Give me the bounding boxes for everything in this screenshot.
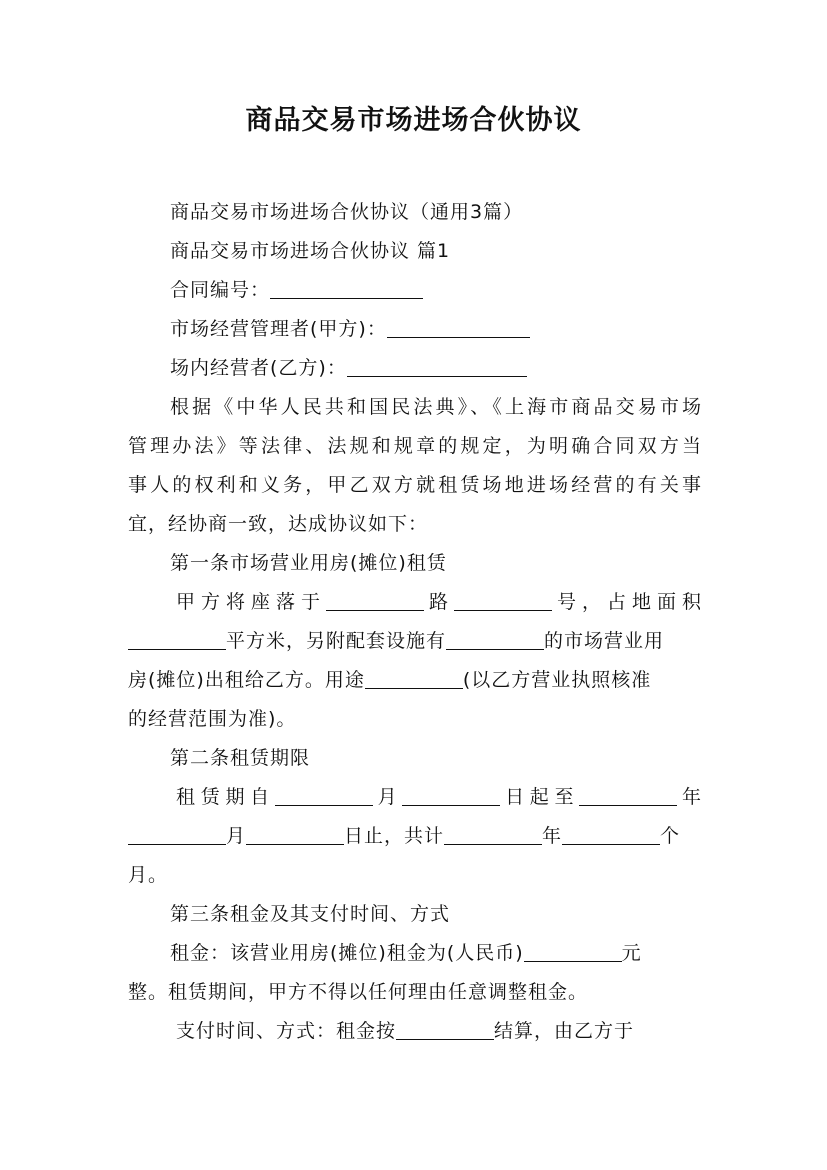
part-heading: 商品交易市场进场合伙协议 篇1 xyxy=(170,240,451,262)
article2-text: 年 xyxy=(677,786,702,808)
article2-line2 xyxy=(128,823,702,849)
article2-text: 个 xyxy=(660,825,681,847)
total-months-blank[interactable] xyxy=(562,826,660,845)
article1-line3 xyxy=(128,667,702,693)
location-blank[interactable] xyxy=(326,592,424,611)
article1-text: 的市场营业用 xyxy=(544,630,665,652)
article3-text: 支付时间、方式：租金按 xyxy=(176,1020,397,1042)
party-b-blank[interactable] xyxy=(347,358,527,377)
usage-blank[interactable] xyxy=(365,670,463,689)
start-month-blank[interactable] xyxy=(402,787,500,806)
area-blank[interactable] xyxy=(128,631,226,650)
party-a-blank[interactable] xyxy=(387,319,530,338)
article3-text: 元 xyxy=(621,942,642,964)
rent-amount-blank[interactable] xyxy=(524,943,622,962)
article1-line4: 的经营范围为准)。 xyxy=(128,708,297,730)
road-blank[interactable] xyxy=(454,592,552,611)
document-title: 商品交易市场进场合伙协议 xyxy=(245,105,582,136)
settlement-blank[interactable] xyxy=(396,1021,494,1040)
article3-text: 结算，由乙方于 xyxy=(494,1020,635,1042)
article1-text: (以乙方营业执照核准 xyxy=(462,669,652,691)
article1-heading: 第一条市场营业用房(摊位)租赁 xyxy=(170,552,447,574)
party-a-label: 市场经营管理者(甲方)： xyxy=(170,318,387,340)
end-day-blank[interactable] xyxy=(246,826,344,845)
article1-text: 甲方将座落于 xyxy=(176,591,326,613)
article1-line2 xyxy=(128,628,702,654)
facilities-blank[interactable] xyxy=(446,631,544,650)
article1-text: 平方米，另附配套设施有 xyxy=(226,630,447,652)
article3-line1 xyxy=(170,940,702,966)
contract-no-row xyxy=(170,277,702,303)
article3-line3 xyxy=(176,1018,702,1044)
preamble-line: 管理办法》等法律、法规和规章的规定，为明确合同双方当 xyxy=(128,435,702,457)
total-years-blank[interactable] xyxy=(444,826,542,845)
article1-text: 房(摊位)出租给乙方。用途 xyxy=(128,669,365,691)
article3-text: 租金：该营业用房(摊位)租金为(人民币) xyxy=(170,942,524,964)
end-year-blank[interactable] xyxy=(579,787,677,806)
article2-line3: 月。 xyxy=(128,864,169,886)
article3-heading: 第三条租金及其支付时间、方式 xyxy=(170,903,451,925)
article2-text: 日止，共计 xyxy=(344,825,445,847)
party-b-label: 场内经营者(乙方)： xyxy=(170,357,347,379)
article1-text: 路 xyxy=(423,591,454,613)
preamble-line: 根据《中华人民共和国民法典》、《上海市商品交易市场 xyxy=(170,396,702,418)
article2-text: 年 xyxy=(542,825,563,847)
article2-text: 月 xyxy=(372,786,403,808)
party-b-row xyxy=(170,355,702,381)
article1-text: 号，占地面积 xyxy=(551,591,702,613)
article2-line1 xyxy=(176,784,702,810)
contract-no-blank[interactable] xyxy=(270,280,423,299)
preamble-line: 宜，经协商一致，达成协议如下： xyxy=(128,513,429,535)
article2-text: 租赁期自 xyxy=(176,786,275,808)
end-month-blank[interactable] xyxy=(128,826,226,845)
article2-heading: 第二条租赁期限 xyxy=(170,747,311,769)
party-a-row xyxy=(170,316,702,342)
article2-text: 月 xyxy=(226,825,247,847)
preamble-line: 事人的权利和义务，甲乙双方就租赁场地进场经营的有关事 xyxy=(128,474,702,496)
article3-line2: 整。租赁期间，甲方不得以任何理由任意调整租金。 xyxy=(128,981,589,1003)
article1-line1 xyxy=(176,589,702,615)
document-subtitle: 商品交易市场进场合伙协议（通用3篇） xyxy=(170,201,524,223)
contract-no-label: 合同编号： xyxy=(170,279,271,301)
article2-text: 日起至 xyxy=(500,786,580,808)
start-year-blank[interactable] xyxy=(275,787,373,806)
